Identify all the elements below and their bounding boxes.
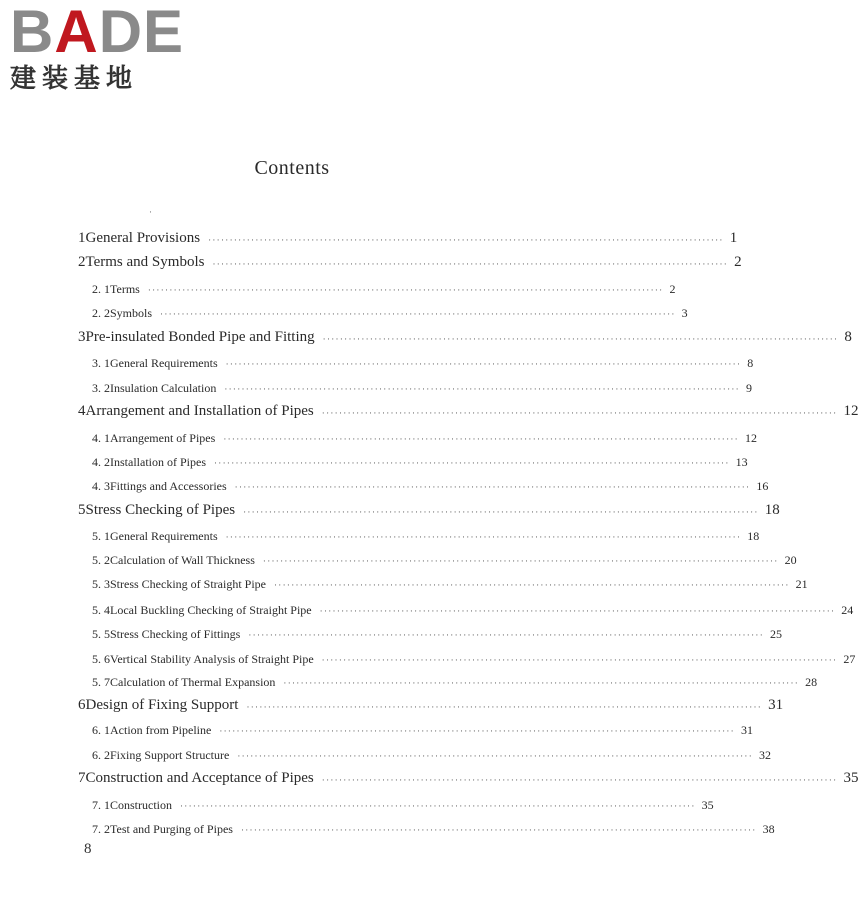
toc-entry-page: 2 [669,282,676,296]
toc-dot-leader: ························································································································ [283,678,800,688]
toc-entry-page: 13 [735,455,748,469]
toc-entry-title: Calculation of Thermal Expansion [110,675,276,689]
toc-entry-page: 25 [770,627,782,641]
toc-entry-number: 3 [78,329,86,345]
toc-entry[interactable] [0,668,818,690]
toc-entry-number: 4. 1 [92,431,110,445]
toc-entry-title: Stress Checking of Fittings [110,627,241,641]
toc-dot-leader: ························································································································ [219,726,735,736]
toc-entry-number: 5. 5 [92,627,110,641]
toc-dot-leader: ························································································································ [274,580,790,590]
toc-entry-title: Terms [110,282,140,296]
toc-entry-page: 38 [762,822,775,836]
toc-entry-number: 4. 2 [92,455,110,469]
toc-entry[interactable] [0,570,808,592]
toc-entry[interactable] [0,791,714,813]
toc-entry-page: 8 [747,356,754,370]
toc-dot-leader: ························································································································ [147,285,664,295]
toc-entry-page: 31 [768,697,784,713]
toc-entry-page: 20 [784,553,797,567]
toc-entry[interactable] [0,497,780,519]
toc-dot-leader: ························································································································ [237,751,753,761]
toc-entry-page: 21 [795,577,808,591]
logo-wordmark-part1: B [10,0,55,65]
toc-entry-page: 28 [805,675,818,689]
toc-entry[interactable] [0,596,854,618]
toc-entry[interactable] [0,620,782,642]
toc-entry-page: 32 [759,748,771,762]
toc-dot-leader: ························································································································ [243,507,759,517]
toc-entry-page: 3 [681,306,688,320]
toc-entry-title: Action from Pipeline [110,723,212,737]
toc-entry-number: 2. 2 [92,306,110,320]
logo-tagline: 建装基地 [10,64,139,94]
toc-entry[interactable] [0,546,797,568]
toc-dot-leader: ························································································································ [160,309,676,319]
toc-entry-title: Construction [110,798,172,812]
logo-wordmark-accent: A [54,0,99,65]
toc-entry-title: Installation of Pipes [110,455,206,469]
page-title-text: Contents [254,157,330,179]
toc-entry-title: Terms and Symbols [85,254,205,270]
toc-entry-title: Insulation Calculation [110,381,217,395]
toc-entry-page: 12 [744,431,757,445]
toc-entry-number: 6 [78,697,86,713]
toc-dot-leader: ························································································································ [240,825,757,835]
toc-entry-title: Calculation of Wall Thickness [110,553,255,567]
toc-entry-title: Stress Checking of Pipes [85,502,236,518]
toc-entry[interactable] [0,472,769,494]
toc-entry[interactable] [0,522,760,544]
toc-entry[interactable] [0,765,858,787]
toc-entry-number: 7. 2 [92,822,110,836]
toc-entry[interactable] [0,448,748,470]
toc-entry-number: 6. 1 [92,723,110,737]
toc-entry-title: General Requirements [110,529,218,543]
toc-dot-leader: ························································································································ [225,359,742,369]
toc-dot-leader: ························································································································ [180,801,696,811]
toc-entry-number: 5. 6 [92,652,110,666]
toc-entry-number: 1 [78,230,86,246]
toc-entry-page: 35 [843,770,858,786]
toc-entry-page: 9 [745,381,752,395]
toc-entry-number: 5. 2 [92,553,110,567]
toc-entry-page: 24 [841,603,854,617]
toc-entry[interactable] [0,349,754,371]
toc-entry[interactable] [0,692,784,714]
toc-entry-number: 2. 1 [92,282,110,296]
toc-entry[interactable] [0,275,676,297]
toc-entry-page: 18 [764,502,780,518]
toc-dot-leader: ························································································································ [246,702,763,712]
toc-entry[interactable] [0,249,742,271]
logo-wordmark-part2: DE [98,0,185,65]
page-title [0,157,600,180]
toc-entry[interactable] [0,741,771,763]
toc-dot-leader: ························································································································ [212,259,729,269]
toc-entry-title: Arrangement of Pipes [110,431,216,445]
toc-dot-leader: ························································································································ [321,775,838,785]
toc-entry-number: 3. 2 [92,381,110,395]
toc-entry-number: 5. 4 [92,603,110,617]
toc-dot-leader: ························································································································ [234,482,751,492]
toc-entry-page: 8 [844,329,852,345]
toc-dot-leader: ························································································································ [322,334,839,344]
toc-dot-leader: ························································································································ [321,655,838,665]
toc-entry[interactable] [0,716,753,738]
toc-entry-title: General Requirements [110,356,218,370]
page-number: 8 [84,841,92,857]
toc-entry-title: Pre-insulated Bonded Pipe and Fitting [85,329,315,345]
toc-entry[interactable] [0,815,775,837]
toc-dot-leader: ························································································································ [224,384,740,394]
toc-entry-page: 2 [734,254,742,270]
toc-entry-number: 3. 1 [92,356,110,370]
toc-dot-leader: ························································································································ [262,556,779,566]
toc-entry-page: 16 [756,479,769,493]
toc-entry[interactable] [0,324,852,346]
toc-entry[interactable] [0,645,856,667]
toc-entry-number: 5. 3 [92,577,110,591]
toc-entry-title: Stress Checking of Straight Pipe [110,577,266,591]
toc-entry-title: Design of Fixing Support [85,697,239,713]
toc-entry[interactable] [0,374,752,396]
toc-entry[interactable] [0,299,688,321]
toc-entry[interactable] [0,225,738,247]
toc-entry-title: Test and Purging of Pipes [110,822,233,836]
toc-entry-number: 4 [78,403,86,419]
toc-entry-title: Fixing Support Structure [110,748,230,762]
toc-entry-page: 12 [843,403,858,419]
toc-dot-leader: ························································································································ [319,606,836,616]
toc-entry[interactable] [0,398,858,420]
toc-entry-number: 6. 2 [92,748,110,762]
toc-entry-page: 18 [747,529,760,543]
logo-wordmark [10,0,185,65]
toc-entry-title: Construction and Acceptance of Pipes [85,770,314,786]
toc-entry-title: Symbols [110,306,153,320]
toc-entry-number: 7. 1 [92,798,110,812]
toc-dot-leader: ························································································································ [223,434,739,444]
toc-entry[interactable] [0,424,757,446]
toc-entry-title: Fittings and Accessories [110,479,227,493]
toc-dot-leader: ························································································································ [248,630,764,640]
toc-dot-leader: ························································································································ [214,458,730,468]
toc-entry-number: 5. 1 [92,529,110,543]
toc-entry-page: 35 [701,798,714,812]
toc-dot-leader: ························································································································ [208,235,724,245]
toc-entry-number: 5. 7 [92,675,110,689]
toc-entry-number: 2 [78,254,86,270]
toc-entry-page: 1 [729,230,738,246]
toc-entry-title: Local Buckling Checking of Straight Pipe [110,603,312,617]
toc-entry-page: 31 [740,723,753,737]
toc-entry-page: 27 [843,652,856,666]
toc-entry-number: 7 [78,770,86,786]
toc-entry-title: Arrangement and Installation of Pipes [85,403,314,419]
toc-entry-title: General Provisions [85,230,201,246]
toc-entry-title: Vertical Stability Analysis of Straight Pipe [110,652,314,666]
toc-entry-number: 4. 3 [92,479,110,493]
bade-logo [10,0,185,94]
toc-dot-leader: ························································································································ [225,532,742,542]
stray-mark: · [149,207,152,217]
toc-dot-leader: ························································································································ [321,408,838,418]
toc-entry-number: 5 [78,502,86,518]
